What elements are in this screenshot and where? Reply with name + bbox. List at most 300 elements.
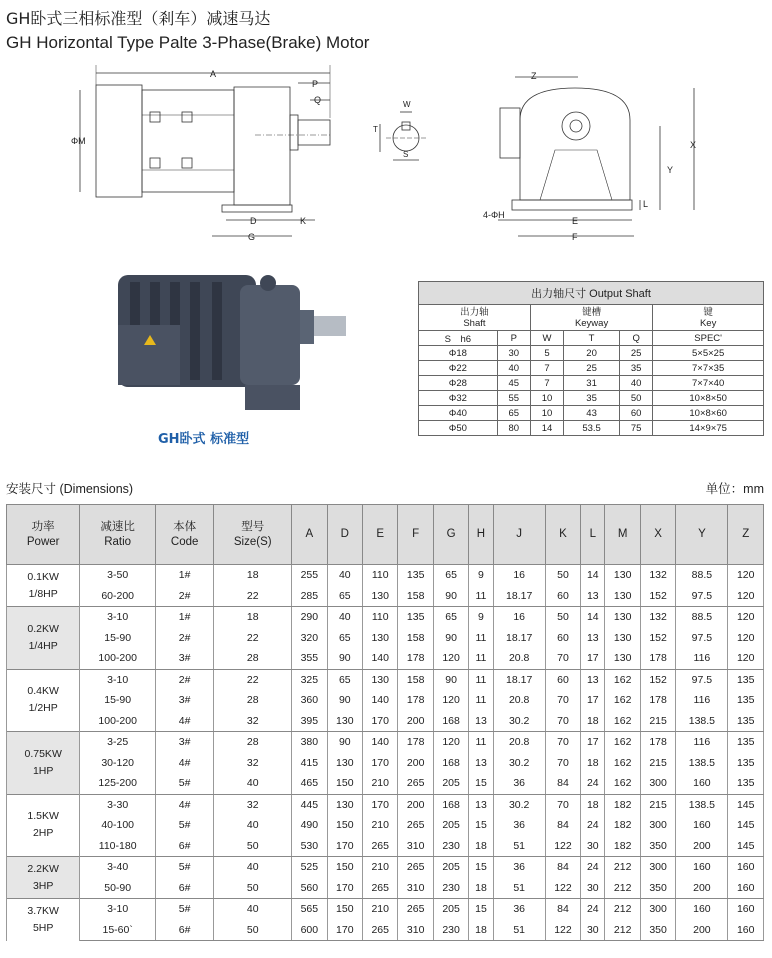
dimension-cell: 210 xyxy=(363,857,398,878)
shaft-cell: 40 xyxy=(497,361,530,376)
dimension-cell: 65 xyxy=(327,669,362,690)
dimension-cell: 32 xyxy=(214,794,292,815)
key-group-header xyxy=(653,305,764,331)
header-cn: K xyxy=(559,528,567,540)
dimension-cell: 18 xyxy=(214,607,292,628)
side-view-drawing xyxy=(71,65,330,242)
shaft-col-header: T xyxy=(564,331,620,346)
dimension-cell: 200 xyxy=(398,794,433,815)
dimension-cell: 18.17 xyxy=(493,628,545,649)
dimension-cell: 560 xyxy=(292,878,327,899)
dimension-cell: 138.5 xyxy=(676,711,728,732)
dimension-cell: 162 xyxy=(605,732,640,753)
dimension-cell: 135 xyxy=(728,753,764,774)
header-en: Code xyxy=(170,535,199,548)
dimension-cell: 300 xyxy=(640,899,675,920)
dimension-cell: 18 xyxy=(214,565,292,586)
dimension-cell: 265 xyxy=(363,920,398,941)
dimension-cell: 36 xyxy=(493,773,545,794)
dimension-cell: 230 xyxy=(433,920,468,941)
dimension-cell: 200 xyxy=(398,753,433,774)
dim-col-header xyxy=(545,505,580,565)
dimension-cell: 60 xyxy=(545,669,580,690)
dimension-cell: 36 xyxy=(493,899,545,920)
dimension-cell: 130 xyxy=(605,607,640,628)
dimension-cell: 36 xyxy=(493,857,545,878)
dimensions-row xyxy=(7,836,764,857)
dim-col-header xyxy=(214,505,292,565)
dimension-cell: 210 xyxy=(363,773,398,794)
dimension-cell: 22 xyxy=(214,628,292,649)
dimension-cell: 530 xyxy=(292,836,327,857)
dimension-cell: 70 xyxy=(545,794,580,815)
header-cn: H xyxy=(476,528,486,540)
dimension-cell: 84 xyxy=(545,857,580,878)
dimension-cell: 130 xyxy=(605,628,640,649)
dimensions-row xyxy=(7,690,764,711)
dimension-cell: 11 xyxy=(469,586,493,607)
output-shaft-table xyxy=(418,281,764,436)
header-cn: E xyxy=(376,528,385,540)
dimension-cell: 97.5 xyxy=(676,628,728,649)
shaft-cell: 30 xyxy=(497,346,530,361)
power-cell xyxy=(7,669,80,732)
header-cn: 本体 xyxy=(173,520,197,533)
dimension-cell: 168 xyxy=(433,794,468,815)
dim-label-g: G xyxy=(248,232,256,242)
shaft-cell: 55 xyxy=(497,391,530,406)
dimension-cell: 310 xyxy=(398,920,433,941)
dimension-cell: 1# xyxy=(155,565,213,586)
dimension-cell: 15-60` xyxy=(80,920,156,941)
dimensions-row xyxy=(7,899,764,920)
shaft-col-header: Q xyxy=(620,331,653,346)
shaft-cell: 75 xyxy=(620,421,653,436)
dimension-cell: 30 xyxy=(581,920,605,941)
dim-col-header xyxy=(327,505,362,565)
dimension-cell: 84 xyxy=(545,899,580,920)
dimension-cell: 160 xyxy=(676,857,728,878)
dim-label-l: L xyxy=(643,199,649,209)
dimension-cell: 145 xyxy=(728,836,764,857)
shaft-cell: 25 xyxy=(620,346,653,361)
dimension-cell: 162 xyxy=(605,773,640,794)
dimension-cell: 51 xyxy=(493,836,545,857)
dimension-cell: 30-120 xyxy=(80,753,156,774)
shaft-cell: 35 xyxy=(564,391,620,406)
dimension-cell: 205 xyxy=(433,815,468,836)
dimension-cell: 5# xyxy=(155,899,213,920)
dimension-cell: 178 xyxy=(398,648,433,669)
dimension-cell: 14 xyxy=(581,607,605,628)
dimension-cell: 130 xyxy=(605,586,640,607)
dimensions-label: 安装尺寸 (Dimensions) xyxy=(6,482,134,496)
dimension-cell: 15 xyxy=(469,857,493,878)
dimensions-row xyxy=(7,732,764,753)
shaft-cell: 10×8×60 xyxy=(653,406,764,421)
dimension-cell: 265 xyxy=(398,899,433,920)
dimension-cell: 28 xyxy=(214,690,292,711)
dimension-cell: 97.5 xyxy=(676,586,728,607)
dimension-cell: 162 xyxy=(605,690,640,711)
power-group xyxy=(7,857,764,899)
dimension-cell: 24 xyxy=(581,899,605,920)
dimension-cell: 152 xyxy=(640,586,675,607)
dimension-cell: 130 xyxy=(363,669,398,690)
dimension-cell: 70 xyxy=(545,648,580,669)
dimension-cell: 32 xyxy=(214,753,292,774)
dimension-cell: 28 xyxy=(214,732,292,753)
dimension-cell: 70 xyxy=(545,690,580,711)
dimension-cell: 230 xyxy=(433,878,468,899)
dimension-cell: 14 xyxy=(581,565,605,586)
dimension-cell: 138.5 xyxy=(676,794,728,815)
power-value: 5HP xyxy=(32,921,54,934)
power-value: 0.2KW xyxy=(27,622,59,635)
dimension-cell: 18 xyxy=(469,920,493,941)
dimension-cell: 18.17 xyxy=(493,586,545,607)
dimension-cell: 3-10 xyxy=(80,899,156,920)
power-group xyxy=(7,732,764,795)
dimension-cell: 350 xyxy=(640,878,675,899)
dim-label-q: Q xyxy=(314,95,322,105)
dimension-cell: 4# xyxy=(155,794,213,815)
power-value: 0.75KW xyxy=(24,747,62,760)
dimension-cell: 325 xyxy=(292,669,327,690)
dimension-cell: 15-90 xyxy=(80,690,156,711)
dim-label-x: X xyxy=(690,140,697,150)
dimension-cell: 300 xyxy=(640,815,675,836)
group-cn: 键 xyxy=(703,306,713,318)
shaft-cell: 40 xyxy=(620,376,653,391)
dimensions-row xyxy=(7,628,764,649)
shaft-cell: 25 xyxy=(564,361,620,376)
dimension-cell: 162 xyxy=(605,711,640,732)
dimension-cell: 20.8 xyxy=(493,690,545,711)
dimension-cell: 212 xyxy=(605,878,640,899)
dim-label-k: K xyxy=(300,216,307,226)
dimension-cell: 6# xyxy=(155,836,213,857)
dimension-cell: 200 xyxy=(676,878,728,899)
dimension-cell: 120 xyxy=(728,586,764,607)
power-value: 1/2HP xyxy=(28,702,58,715)
dimension-cell: 3-30 xyxy=(80,794,156,815)
dimension-cell: 135 xyxy=(398,565,433,586)
power-group xyxy=(7,794,764,857)
dimension-cell: 84 xyxy=(545,773,580,794)
dimension-cell: 28 xyxy=(214,648,292,669)
dimension-cell: 65 xyxy=(327,586,362,607)
dimension-cell: 215 xyxy=(640,753,675,774)
dim-col-header xyxy=(676,505,728,565)
dim-col-header xyxy=(433,505,468,565)
dimension-cell: 90 xyxy=(327,648,362,669)
dimension-cell: 415 xyxy=(292,753,327,774)
dimension-cell: 24 xyxy=(581,815,605,836)
dimension-cell: 170 xyxy=(327,878,362,899)
dimension-cell: 22 xyxy=(214,669,292,690)
dimensions-table xyxy=(6,504,764,941)
dimension-cell: 88.5 xyxy=(676,607,728,628)
dimension-cell: 120 xyxy=(728,607,764,628)
shaft-cell: 10 xyxy=(530,391,563,406)
dimension-cell: 50-90 xyxy=(80,878,156,899)
dimension-cell: 465 xyxy=(292,773,327,794)
dim-col-header xyxy=(155,505,213,565)
dimension-cell: 40 xyxy=(214,857,292,878)
dimension-cell: 15 xyxy=(469,899,493,920)
dimension-cell: 40 xyxy=(214,773,292,794)
dimension-cell: 5# xyxy=(155,773,213,794)
dimension-cell: 200 xyxy=(676,920,728,941)
dimension-cell: 17 xyxy=(581,732,605,753)
dimension-cell: 152 xyxy=(640,628,675,649)
dim-label-h: 4-ΦH xyxy=(483,210,505,220)
dimension-cell: 168 xyxy=(433,711,468,732)
group-en: Keyway xyxy=(574,317,609,329)
dimension-cell: 100-200 xyxy=(80,648,156,669)
dimension-cell: 122 xyxy=(545,836,580,857)
group-cn: 键槽 xyxy=(582,306,602,318)
shaft-cell: Φ50 xyxy=(419,421,498,436)
dimension-cell: 2# xyxy=(155,586,213,607)
shaft-col-header: SPEC' xyxy=(653,331,764,346)
shaft-cell: 5 xyxy=(530,346,563,361)
dimension-cell: 90 xyxy=(433,628,468,649)
dimension-cell: 212 xyxy=(605,899,640,920)
dimensions-row xyxy=(7,607,764,628)
dimension-cell: 135 xyxy=(728,669,764,690)
shaft-column-headers xyxy=(419,331,764,346)
dimension-cell: 18 xyxy=(581,794,605,815)
shaft-cell: 53.5 xyxy=(564,421,620,436)
dimension-cell: 158 xyxy=(398,669,433,690)
dimension-cell: 65 xyxy=(433,607,468,628)
header-cn: G xyxy=(446,528,456,540)
dimension-cell: 90 xyxy=(433,669,468,690)
header-cn: Z xyxy=(742,528,750,540)
dimension-cell: 300 xyxy=(640,773,675,794)
dimension-cell: 150 xyxy=(327,815,362,836)
dimension-cell: 97.5 xyxy=(676,669,728,690)
dimension-cell: 200 xyxy=(398,711,433,732)
dimension-cell: 122 xyxy=(545,878,580,899)
dimension-cell: 3-10 xyxy=(80,669,156,690)
dim-col-header xyxy=(581,505,605,565)
dimensions-row xyxy=(7,648,764,669)
dim-label-y: Y xyxy=(667,165,674,175)
power-value: 0.4KW xyxy=(27,685,59,698)
dimension-cell: 5# xyxy=(155,815,213,836)
dimension-cell: 40 xyxy=(214,815,292,836)
shaft-cell: 5×5×25 xyxy=(653,346,764,361)
shaft-col-header: W xyxy=(530,331,563,346)
shaft-cell: 7 xyxy=(530,361,563,376)
dimension-cell: 24 xyxy=(581,857,605,878)
dimension-cell: 20.8 xyxy=(493,732,545,753)
dimension-cell: 178 xyxy=(640,732,675,753)
dimension-cell: 600 xyxy=(292,920,327,941)
shaft-cell: 60 xyxy=(620,406,653,421)
dimension-cell: 15 xyxy=(469,773,493,794)
dimension-cell: 140 xyxy=(363,648,398,669)
dimension-cell: 160 xyxy=(728,899,764,920)
dim-col-header xyxy=(80,505,156,565)
shaft-col-header: S h6 xyxy=(419,331,498,346)
shaft-col-header: P xyxy=(497,331,530,346)
dimension-cell: 158 xyxy=(398,586,433,607)
dimension-cell: 11 xyxy=(469,669,493,690)
dimension-cell: 13 xyxy=(469,753,493,774)
dimension-cell: 285 xyxy=(292,586,327,607)
header-cn: L xyxy=(589,528,597,540)
dimension-cell: 13 xyxy=(581,586,605,607)
dimension-cell: 13 xyxy=(581,628,605,649)
front-view-drawing xyxy=(483,71,696,242)
motor-photo xyxy=(118,275,346,410)
dimension-cell: 265 xyxy=(398,773,433,794)
dimension-cell: 445 xyxy=(292,794,327,815)
shaft-cell: 14×9×75 xyxy=(653,421,764,436)
dimension-cell: 170 xyxy=(327,836,362,857)
dimension-cell: 130 xyxy=(363,586,398,607)
dimensions-row xyxy=(7,878,764,899)
dimension-cell: 130 xyxy=(327,753,362,774)
power-group xyxy=(7,607,764,670)
dimension-cell: 2# xyxy=(155,628,213,649)
dimension-cell: 32 xyxy=(214,711,292,732)
dim-col-header xyxy=(469,505,493,565)
power-value: 1/8HP xyxy=(28,587,58,600)
shaft-cell: 14 xyxy=(530,421,563,436)
dimension-cell: 11 xyxy=(469,628,493,649)
dimension-cell: 50 xyxy=(214,836,292,857)
dimension-cell: 230 xyxy=(433,836,468,857)
dimension-cell: 4# xyxy=(155,711,213,732)
dimension-cell: 168 xyxy=(433,753,468,774)
dim-col-header xyxy=(493,505,545,565)
dimension-cell: 3-25 xyxy=(80,732,156,753)
dimension-cell: 65 xyxy=(327,628,362,649)
dimension-cell: 3# xyxy=(155,732,213,753)
power-group xyxy=(7,669,764,732)
dimension-cell: 205 xyxy=(433,773,468,794)
dimension-cell: 3# xyxy=(155,690,213,711)
dimension-cell: 3-40 xyxy=(80,857,156,878)
dimension-cell: 135 xyxy=(728,773,764,794)
dimensions-row xyxy=(7,711,764,732)
dimension-cell: 138.5 xyxy=(676,753,728,774)
dimension-cell: 150 xyxy=(327,857,362,878)
dimension-cell: 40 xyxy=(327,607,362,628)
photo-caption: GH卧式 标准型 xyxy=(158,432,250,447)
shaft-table-row xyxy=(419,376,764,391)
dimension-cell: 355 xyxy=(292,648,327,669)
dimension-cell: 13 xyxy=(469,794,493,815)
dimension-cell: 110 xyxy=(363,565,398,586)
dimension-cell: 18 xyxy=(469,836,493,857)
dimension-cell: 3-10 xyxy=(80,607,156,628)
power-value: 1/4HP xyxy=(28,639,58,652)
header-cn: D xyxy=(340,528,349,540)
dimension-cell: 150 xyxy=(327,773,362,794)
header-cn: X xyxy=(654,528,662,540)
power-value: 1HP xyxy=(32,764,54,777)
shaft-table-body xyxy=(419,346,764,436)
shaft-cell: 43 xyxy=(564,406,620,421)
dimension-cell: 170 xyxy=(363,711,398,732)
shaft-cell: 80 xyxy=(497,421,530,436)
shaft-cell: 10×8×50 xyxy=(653,391,764,406)
dimension-cell: 178 xyxy=(398,732,433,753)
dimension-cell: 135 xyxy=(728,690,764,711)
dimension-cell: 320 xyxy=(292,628,327,649)
power-group xyxy=(7,565,764,607)
dimension-cell: 50 xyxy=(545,607,580,628)
dimension-cell: 17 xyxy=(581,648,605,669)
dimension-cell: 13 xyxy=(469,711,493,732)
dimension-cell: 24 xyxy=(581,773,605,794)
dimension-cell: 125-200 xyxy=(80,773,156,794)
dimension-cell: 215 xyxy=(640,711,675,732)
dimension-cell: 215 xyxy=(640,794,675,815)
dimension-cell: 145 xyxy=(728,794,764,815)
dimension-cell: 160 xyxy=(676,815,728,836)
dimension-cell: 290 xyxy=(292,607,327,628)
dimension-cell: 300 xyxy=(640,857,675,878)
header-cn: Y xyxy=(698,528,706,540)
power-value: 2HP xyxy=(32,827,54,840)
dimension-cell: 265 xyxy=(398,815,433,836)
power-group xyxy=(7,899,764,941)
dimension-cell: 150 xyxy=(327,899,362,920)
dimension-cell: 162 xyxy=(605,753,640,774)
dimension-cell: 116 xyxy=(676,690,728,711)
dimension-cell: 120 xyxy=(433,732,468,753)
dimension-cell: 36 xyxy=(493,815,545,836)
dimension-cell: 178 xyxy=(640,690,675,711)
dimension-cell: 18 xyxy=(581,753,605,774)
dimension-cell: 9 xyxy=(469,607,493,628)
dimension-cell: 162 xyxy=(605,669,640,690)
header-cn: 减速比 xyxy=(100,520,135,533)
dimension-cell: 132 xyxy=(640,565,675,586)
dimension-cell: 16 xyxy=(493,565,545,586)
dimension-cell: 51 xyxy=(493,920,545,941)
header-cn: 型号 xyxy=(241,520,265,533)
power-value: 2.2KW xyxy=(27,862,59,875)
group-en: Shaft xyxy=(463,317,486,329)
dimension-cell: 116 xyxy=(676,648,728,669)
dimension-cell: 100-200 xyxy=(80,711,156,732)
key-section-drawing xyxy=(373,100,426,160)
dimension-cell: 30.2 xyxy=(493,711,545,732)
dim-col-header xyxy=(7,505,80,565)
dimension-cell: 135 xyxy=(728,732,764,753)
power-cell xyxy=(7,607,80,670)
power-value: 0.1KW xyxy=(27,570,59,583)
dimension-cell: 120 xyxy=(433,690,468,711)
dimension-cell: 120 xyxy=(728,628,764,649)
shaft-cell: 20 xyxy=(564,346,620,361)
power-value: 1.5KW xyxy=(27,810,59,823)
dimension-cell: 40-100 xyxy=(80,815,156,836)
shaft-table-row xyxy=(419,346,764,361)
dimension-cell: 90 xyxy=(327,690,362,711)
dimension-cell: 3-50 xyxy=(80,565,156,586)
dimension-cell: 490 xyxy=(292,815,327,836)
dimension-cell: 17 xyxy=(581,690,605,711)
